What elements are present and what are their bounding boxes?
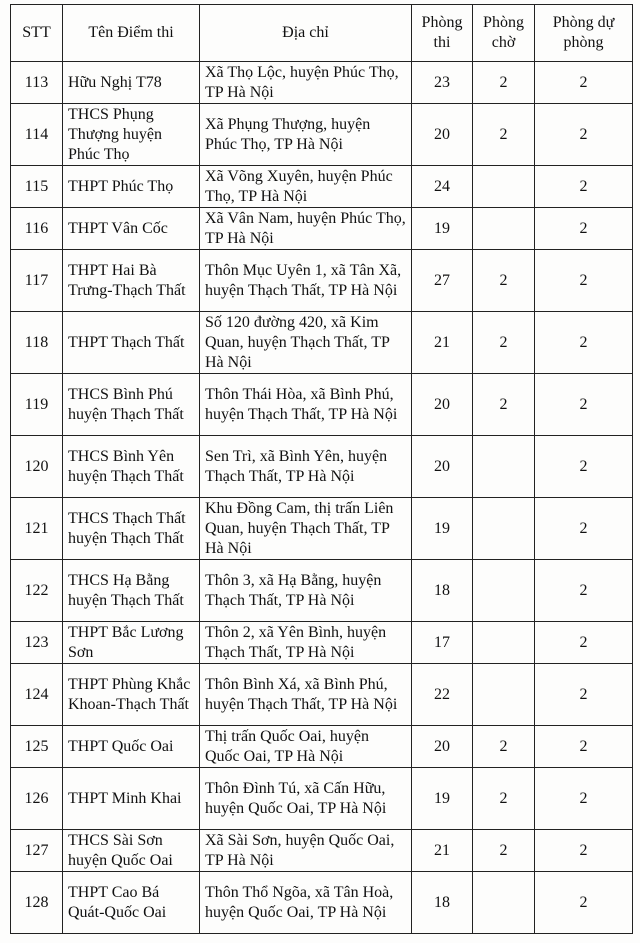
cell-phong-du-phong: 2 xyxy=(535,726,633,768)
cell-phong-cho xyxy=(473,560,535,622)
cell-phong-thi: 20 xyxy=(412,726,473,768)
cell-ten-diem-thi: THCS Bình Yên huyện Thạch Thất xyxy=(63,436,200,498)
cell-stt: 124 xyxy=(11,664,63,726)
header-ten-diem-thi: Tên Điểm thi xyxy=(63,5,200,62)
cell-phong-du-phong: 2 xyxy=(535,560,633,622)
cell-dia-chi: Thị trấn Quốc Oai, huyện Quốc Oai, TP Hà Nội xyxy=(200,726,412,768)
table-row xyxy=(11,664,633,726)
cell-dia-chi: Thôn Thổ Ngõa, xã Tân Hoà, huyện Quốc Oai, TP Hà Nội xyxy=(200,872,412,934)
cell-phong-du-phong: 2 xyxy=(535,166,633,208)
cell-ten-diem-thi: THPT Bắc Lương Sơn xyxy=(63,622,200,664)
table-row xyxy=(11,872,633,934)
cell-dia-chi: Thôn 3, xã Hạ Bằng, huyện Thạch Thất, TP Hà Nội xyxy=(200,560,412,622)
cell-stt: 119 xyxy=(11,374,63,436)
table-row xyxy=(11,62,633,104)
cell-phong-cho: 2 xyxy=(473,104,535,166)
cell-phong-du-phong: 2 xyxy=(535,872,633,934)
header-dia-chi: Địa chỉ xyxy=(200,5,412,62)
cell-dia-chi: Khu Đồng Cam, thị trấn Liên Quan, huyện Thạch Thất, TP Hà Nội xyxy=(200,498,412,560)
cell-dia-chi: Thôn Thái Hòa, xã Bình Phú, huyện Thạch Thất, TP Hà Nội xyxy=(200,374,412,436)
cell-phong-thi: 19 xyxy=(412,208,473,250)
cell-phong-thi: 23 xyxy=(412,62,473,104)
cell-ten-diem-thi: THPT Minh Khai xyxy=(63,768,200,830)
cell-phong-thi: 18 xyxy=(412,872,473,934)
cell-phong-du-phong: 2 xyxy=(535,104,633,166)
header-phong-du-phong: Phòng dự phòng xyxy=(535,5,633,62)
cell-dia-chi: Xã Sài Sơn, huyện Quốc Oai, TP Hà Nội xyxy=(200,830,412,872)
table-row xyxy=(11,104,633,166)
cell-phong-du-phong: 2 xyxy=(535,768,633,830)
header-phong-cho: Phòng chờ xyxy=(473,5,535,62)
table-row xyxy=(11,498,633,560)
cell-dia-chi: Thôn Mục Uyên 1, xã Tân Xã, huyện Thạch Thất, TP Hà Nội xyxy=(200,250,412,312)
cell-phong-thi: 19 xyxy=(412,768,473,830)
cell-phong-cho: 2 xyxy=(473,312,535,374)
cell-phong-cho xyxy=(473,622,535,664)
exam-sites-table xyxy=(10,4,633,934)
cell-phong-thi: 17 xyxy=(412,622,473,664)
cell-phong-cho: 2 xyxy=(473,726,535,768)
header-phong-thi: Phòng thi xyxy=(412,5,473,62)
cell-dia-chi: Số 120 đường 420, xã Kim Quan, huyện Thạch Thất, TP Hà Nội xyxy=(200,312,412,374)
cell-ten-diem-thi: THPT Thạch Thất xyxy=(63,312,200,374)
cell-phong-cho xyxy=(473,872,535,934)
cell-stt: 125 xyxy=(11,726,63,768)
cell-phong-cho xyxy=(473,166,535,208)
table-row xyxy=(11,436,633,498)
header-stt: STT xyxy=(11,5,63,62)
cell-phong-thi: 21 xyxy=(412,312,473,374)
cell-phong-cho xyxy=(473,664,535,726)
cell-phong-cho: 2 xyxy=(473,374,535,436)
cell-phong-cho: 2 xyxy=(473,830,535,872)
cell-stt: 127 xyxy=(11,830,63,872)
cell-ten-diem-thi: THCS Phụng Thượng huyện Phúc Thọ xyxy=(63,104,200,166)
table-row xyxy=(11,208,633,250)
cell-stt: 123 xyxy=(11,622,63,664)
cell-phong-thi: 20 xyxy=(412,374,473,436)
table-row xyxy=(11,560,633,622)
table-row xyxy=(11,374,633,436)
cell-phong-thi: 20 xyxy=(412,104,473,166)
cell-ten-diem-thi: THPT Phúc Thọ xyxy=(63,166,200,208)
cell-phong-thi: 24 xyxy=(412,166,473,208)
cell-stt: 117 xyxy=(11,250,63,312)
cell-stt: 120 xyxy=(11,436,63,498)
cell-phong-du-phong: 2 xyxy=(535,250,633,312)
cell-phong-cho: 2 xyxy=(473,250,535,312)
cell-ten-diem-thi: THPT Phùng Khắc Khoan-Thạch Thất xyxy=(63,664,200,726)
cell-phong-cho xyxy=(473,436,535,498)
cell-stt: 122 xyxy=(11,560,63,622)
cell-stt: 121 xyxy=(11,498,63,560)
cell-phong-thi: 18 xyxy=(412,560,473,622)
cell-dia-chi: Xã Thọ Lộc, huyện Phúc Thọ, TP Hà Nội xyxy=(200,62,412,104)
cell-ten-diem-thi: Hữu Nghị T78 xyxy=(63,62,200,104)
table-header-row xyxy=(11,5,633,62)
cell-dia-chi: Xã Vân Nam, huyện Phúc Thọ, TP Hà Nội xyxy=(200,208,412,250)
cell-phong-du-phong: 2 xyxy=(535,436,633,498)
cell-ten-diem-thi: THCS Bình Phú huyện Thạch Thất xyxy=(63,374,200,436)
cell-dia-chi: Xã Võng Xuyên, huyện Phúc Thọ, TP Hà Nội xyxy=(200,166,412,208)
cell-phong-cho xyxy=(473,208,535,250)
cell-stt: 118 xyxy=(11,312,63,374)
cell-phong-thi: 27 xyxy=(412,250,473,312)
table-row xyxy=(11,726,633,768)
table-row xyxy=(11,250,633,312)
cell-ten-diem-thi: THCS Sài Sơn huyện Quốc Oai xyxy=(63,830,200,872)
cell-phong-du-phong: 2 xyxy=(535,312,633,374)
cell-stt: 116 xyxy=(11,208,63,250)
cell-phong-thi: 19 xyxy=(412,498,473,560)
cell-phong-cho: 2 xyxy=(473,62,535,104)
cell-phong-thi: 22 xyxy=(412,664,473,726)
cell-phong-du-phong: 2 xyxy=(535,622,633,664)
cell-dia-chi: Thôn 2, xã Yên Bình, huyện Thạch Thất, TP Hà Nội xyxy=(200,622,412,664)
cell-phong-du-phong: 2 xyxy=(535,498,633,560)
table-row xyxy=(11,312,633,374)
cell-phong-du-phong: 2 xyxy=(535,664,633,726)
cell-phong-thi: 20 xyxy=(412,436,473,498)
cell-ten-diem-thi: THPT Quốc Oai xyxy=(63,726,200,768)
cell-ten-diem-thi: THPT Vân Cốc xyxy=(63,208,200,250)
table-row xyxy=(11,166,633,208)
cell-ten-diem-thi: THPT Cao Bá Quát-Quốc Oai xyxy=(63,872,200,934)
cell-phong-du-phong: 2 xyxy=(535,208,633,250)
cell-stt: 128 xyxy=(11,872,63,934)
cell-phong-du-phong: 2 xyxy=(535,374,633,436)
cell-stt: 114 xyxy=(11,104,63,166)
cell-dia-chi: Thôn Bình Xá, xã Bình Phú, huyện Thạch Thất, TP Hà Nội xyxy=(200,664,412,726)
cell-dia-chi: Sen Trì, xã Bình Yên, huyện Thạch Thất, TP Hà Nội xyxy=(200,436,412,498)
cell-ten-diem-thi: THPT Hai Bà Trưng-Thạch Thất xyxy=(63,250,200,312)
table-row xyxy=(11,768,633,830)
cell-phong-cho xyxy=(473,498,535,560)
cell-ten-diem-thi: THCS Hạ Bằng huyện Thạch Thất xyxy=(63,560,200,622)
table-row xyxy=(11,830,633,872)
cell-dia-chi: Xã Phụng Thượng, huyện Phúc Thọ, TP Hà Nội xyxy=(200,104,412,166)
cell-ten-diem-thi: THCS Thạch Thất huyện Thạch Thất xyxy=(63,498,200,560)
cell-stt: 115 xyxy=(11,166,63,208)
table-row xyxy=(11,622,633,664)
cell-dia-chi: Thôn Đình Tú, xã Cấn Hữu, huyện Quốc Oai, TP Hà Nội xyxy=(200,768,412,830)
cell-phong-thi: 21 xyxy=(412,830,473,872)
cell-stt: 126 xyxy=(11,768,63,830)
cell-phong-du-phong: 2 xyxy=(535,830,633,872)
cell-stt: 113 xyxy=(11,62,63,104)
cell-phong-cho: 2 xyxy=(473,768,535,830)
cell-phong-du-phong: 2 xyxy=(535,62,633,104)
